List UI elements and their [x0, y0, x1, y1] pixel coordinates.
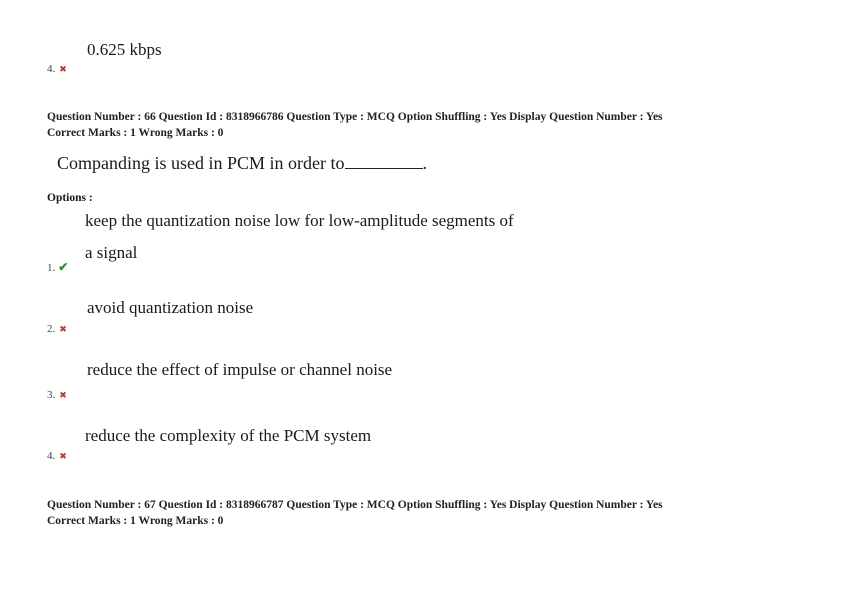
option-number: 1.: [47, 262, 56, 274]
option-4-number-row: [47, 446, 67, 464]
cross-mark-icon: ✖: [59, 390, 67, 400]
option-3-number-row: [47, 385, 67, 403]
question-meta: Question Number : 66 Question Id : 8318966786 Question Type : MCQ Option Shuffling : Yes Display Question Number : Yes: [47, 111, 663, 123]
option-number: 4.: [47, 63, 56, 75]
option-text: 0.625 kbps: [87, 40, 162, 59]
option-2-text: avoid quantization noise: [87, 298, 254, 317]
cross-mark-icon: ✖: [59, 324, 67, 334]
option-number: 2.: [47, 323, 56, 335]
question-meta: Question Number : 67 Question Id : 8318966787 Question Type : MCQ Option Shuffling : Yes Display Question Number : Yes: [47, 499, 663, 511]
option-number: 3.: [47, 389, 56, 401]
check-mark-icon: ✔: [58, 260, 69, 274]
option-4-text: reduce the complexity of the PCM system: [85, 426, 372, 445]
option-number: 4.: [47, 450, 56, 462]
option-3-text: reduce the effect of impulse or channel noise: [87, 360, 393, 379]
cross-mark-icon: ✖: [59, 451, 67, 461]
option-1-text-line2: a signal: [85, 243, 138, 262]
option-1-text-line1: keep the quantization noise low for low-amplitude segments of: [85, 211, 514, 230]
answer-blank: [345, 154, 423, 169]
option-1-number-row: [47, 258, 68, 276]
options-label: Options :: [47, 192, 93, 204]
option-number-row: [47, 59, 67, 77]
question-marks: Correct Marks : 1 Wrong Marks : 0: [47, 127, 224, 139]
question-marks: Correct Marks : 1 Wrong Marks : 0: [47, 515, 224, 527]
question-text-body: Companding is used in PCM in order to: [57, 153, 345, 173]
option-2-number-row: [47, 319, 67, 337]
question-text-suffix: .: [422, 153, 427, 173]
cross-mark-icon: ✖: [59, 64, 67, 74]
question-text: [57, 153, 427, 174]
